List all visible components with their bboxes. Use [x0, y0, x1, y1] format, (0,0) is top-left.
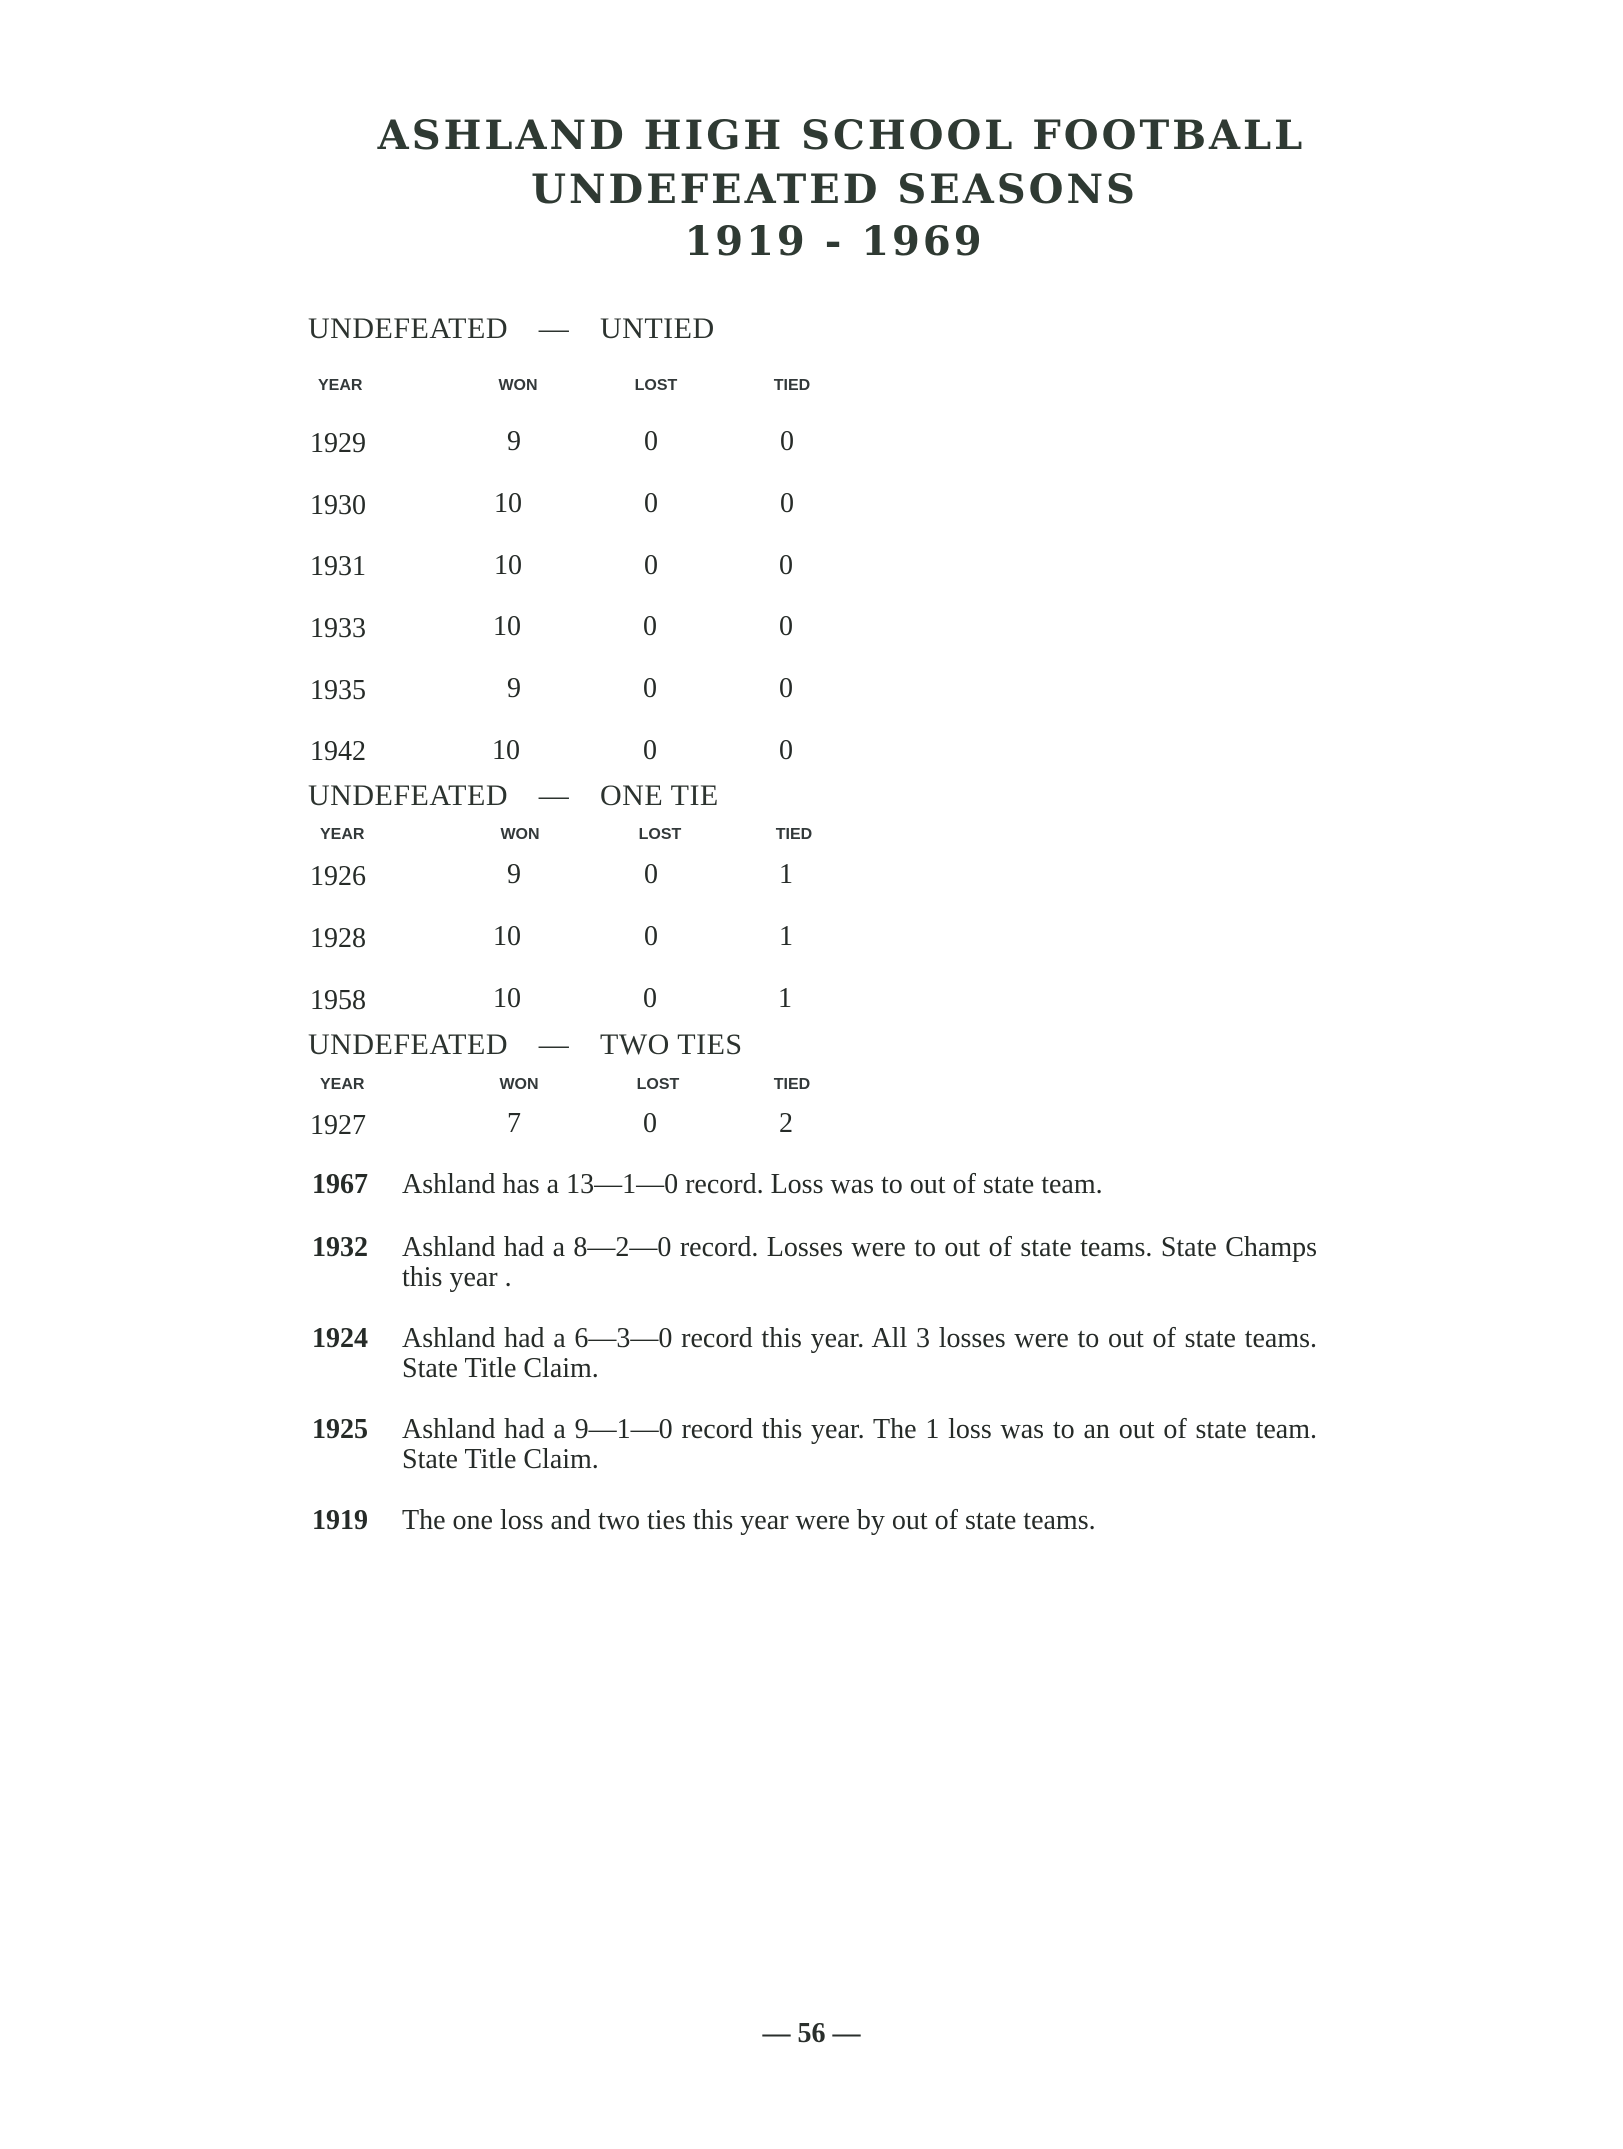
cell-tied: 2	[779, 1108, 793, 1139]
cell-year: 1928	[310, 923, 366, 954]
note-text: Ashland had a 9—1—0 record this year. The 1 loss was to an out of state team. State Title Claim.	[402, 1414, 1317, 1475]
cell-lost: 0	[644, 550, 658, 581]
column-header-lost: LOST	[638, 826, 682, 843]
cell-lost: 0	[643, 1108, 657, 1139]
section-heading-right: ONE TIE	[600, 779, 719, 812]
column-header-tied: TIED	[775, 826, 813, 843]
page-number: — 56 —	[762, 2018, 861, 2049]
column-header-lost: LOST	[636, 1076, 680, 1093]
section-heading-left: UNDEFEATED	[308, 1028, 508, 1061]
cell-tied: 0	[780, 488, 794, 519]
cell-won: 9	[507, 859, 521, 890]
section-heading-one-tie	[308, 779, 719, 813]
cell-lost: 0	[643, 611, 657, 642]
cell-tied: 0	[779, 550, 793, 581]
cell-tied: 1	[779, 859, 793, 890]
note-text: Ashland had a 8—2—0 record. Losses were to out of state teams. State Champs this year .	[402, 1232, 1317, 1293]
cell-year: 1935	[310, 675, 366, 706]
column-header-won: WON	[500, 826, 540, 843]
cell-lost: 0	[643, 735, 657, 766]
cell-tied: 1	[779, 921, 793, 952]
note-year: 1924	[312, 1323, 368, 1354]
cell-tied: 1	[778, 983, 792, 1014]
cell-won: 9	[507, 426, 521, 457]
section-heading-dash: —	[538, 1028, 570, 1061]
note-year: 1925	[312, 1414, 368, 1445]
note-year: 1932	[312, 1232, 368, 1263]
section-heading-dash: —	[538, 779, 570, 812]
cell-won: 10	[494, 550, 522, 581]
section-heading-left: UNDEFEATED	[308, 312, 508, 345]
column-header-tied: TIED	[773, 1076, 811, 1093]
cell-lost: 0	[644, 426, 658, 457]
column-header-won: WON	[499, 1076, 539, 1093]
cell-year: 1929	[310, 428, 366, 459]
cell-won: 10	[492, 735, 520, 766]
page-title-line-2: UNDEFEATED SEASONS	[531, 166, 1138, 213]
cell-year: 1942	[310, 736, 366, 767]
note-item	[312, 1170, 1317, 1200]
column-header-year: YEAR	[318, 377, 363, 394]
cell-won: 9	[507, 673, 521, 704]
cell-won: 10	[494, 488, 522, 519]
cell-year: 1933	[310, 613, 366, 644]
cell-lost: 0	[643, 983, 657, 1014]
note-text: Ashland had a 6—3—0 record this year. All 3 losses were to out of state teams. State Title Claim.	[402, 1323, 1317, 1384]
note-item	[312, 1506, 1317, 1536]
column-header-won: WON	[498, 377, 538, 394]
note-item	[312, 1233, 1317, 1293]
cell-lost: 0	[644, 921, 658, 952]
cell-year: 1927	[310, 1110, 366, 1141]
cell-tied: 0	[779, 673, 793, 704]
cell-tied: 0	[779, 611, 793, 642]
note-text: Ashland has a 13—1—0 record. Loss was to out of state team.	[402, 1169, 1103, 1200]
note-item	[312, 1415, 1317, 1475]
cell-won: 10	[493, 983, 521, 1014]
cell-won: 10	[493, 611, 521, 642]
cell-lost: 0	[644, 859, 658, 890]
cell-tied: 0	[780, 426, 794, 457]
cell-won: 7	[507, 1108, 521, 1139]
cell-lost: 0	[643, 673, 657, 704]
cell-year: 1931	[310, 551, 366, 582]
cell-won: 10	[493, 921, 521, 952]
page-title-line-3: 1919 - 1969	[684, 218, 985, 265]
note-year: 1967	[312, 1169, 368, 1200]
cell-year: 1930	[310, 490, 366, 521]
section-heading-right: UNTIED	[600, 312, 715, 345]
column-header-lost: LOST	[634, 377, 678, 394]
cell-year: 1926	[310, 861, 366, 892]
column-header-tied: TIED	[773, 377, 811, 394]
note-year: 1919	[312, 1505, 368, 1536]
page-title-line-1: ASHLAND HIGH SCHOOL FOOTBALL	[377, 112, 1306, 159]
note-text: The one loss and two ties this year were by out of state teams.	[402, 1505, 1096, 1536]
section-heading-right: TWO TIES	[600, 1028, 743, 1061]
column-header-year: YEAR	[320, 1076, 365, 1093]
cell-year: 1958	[310, 985, 366, 1016]
section-heading-untied	[308, 312, 715, 346]
section-heading-left: UNDEFEATED	[308, 779, 508, 812]
note-item	[312, 1324, 1317, 1384]
section-heading-dash: —	[538, 312, 570, 345]
cell-lost: 0	[644, 488, 658, 519]
column-header-year: YEAR	[320, 826, 365, 843]
cell-tied: 0	[779, 735, 793, 766]
section-heading-two-ties	[308, 1028, 743, 1062]
